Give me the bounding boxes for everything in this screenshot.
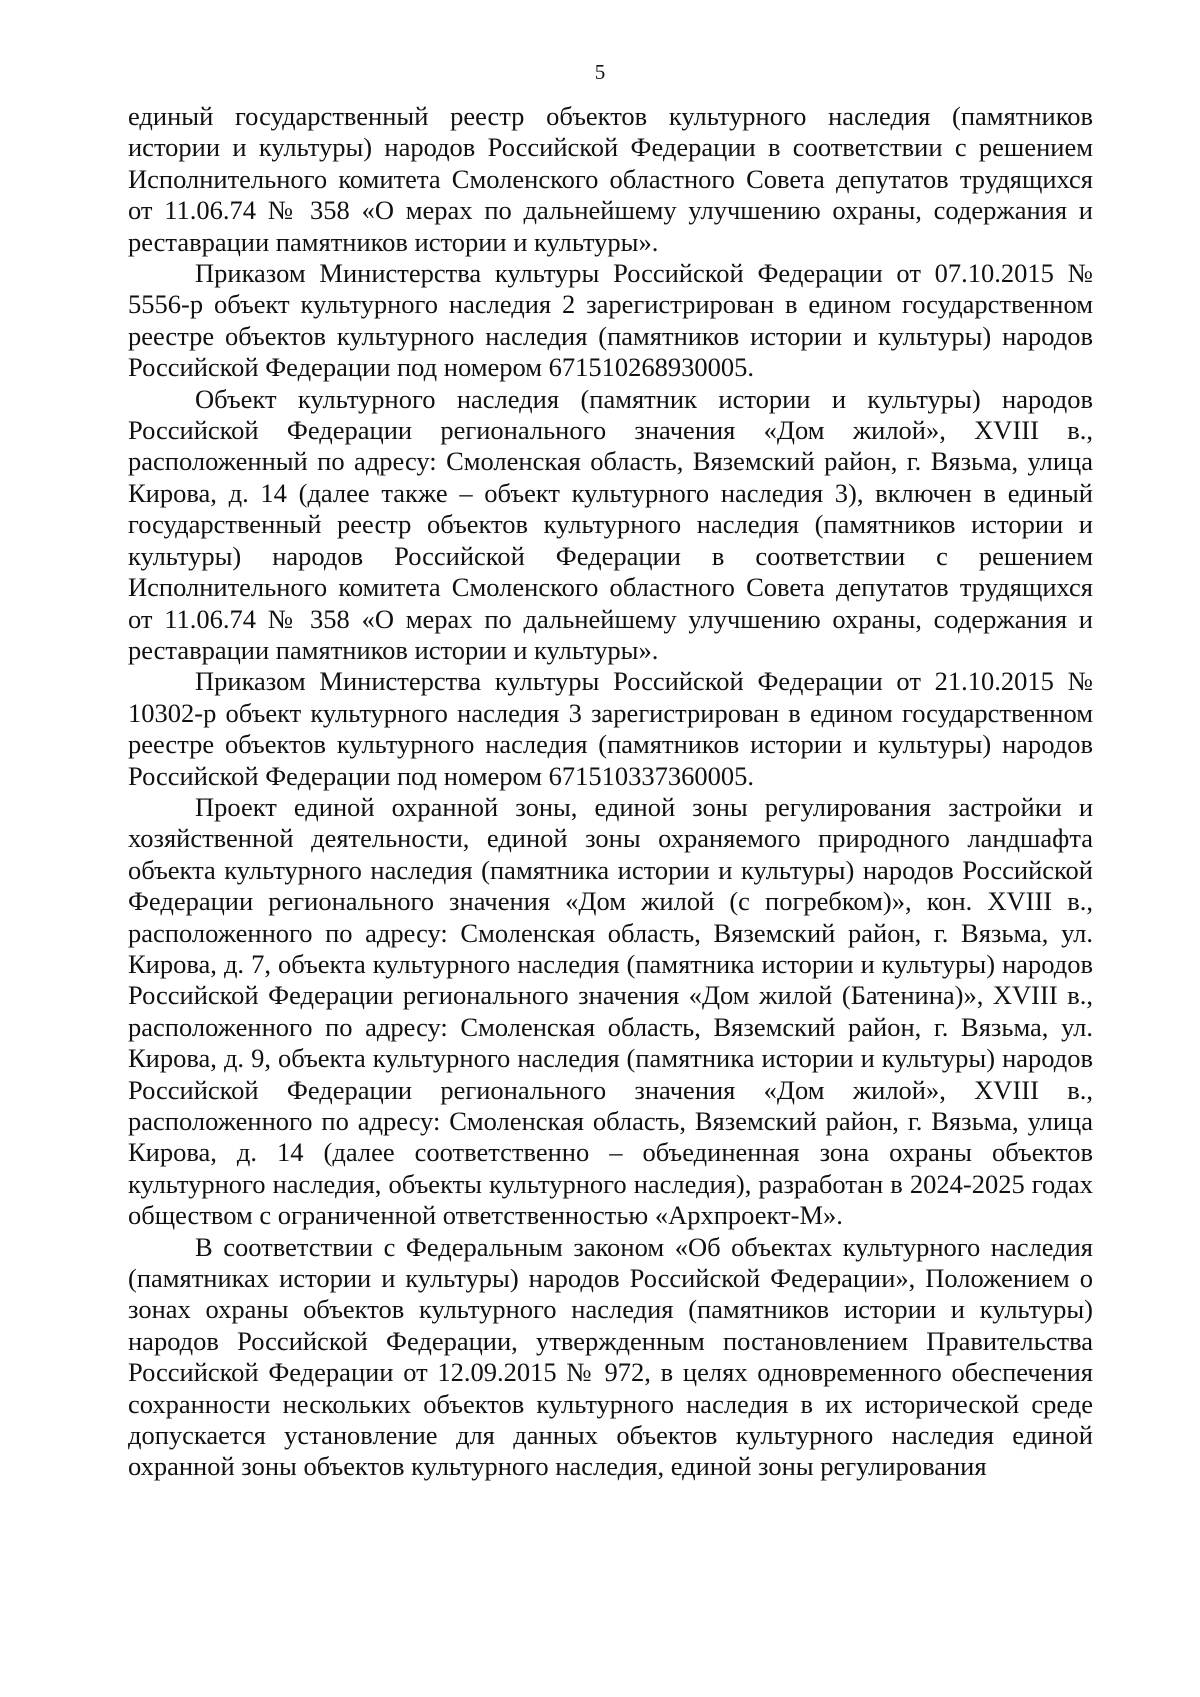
document-body (128, 101, 1093, 1483)
paragraph-5: Проект единой охранной зоны, единой зоны регулирования застройки и хозяйственной деятельности, единой зоны охраняемого природного ландшафта объекта культурного наследия (памятника истории и культуры) народов Российской Федерации регионального значения «Дом жилой (с погребком)», кон. XVIII в., расположенного по адресу: Смоленская область, Вяземский район, г. Вязьма, ул. Кирова, д. 7, объекта культурного наследия (памятника истории и культуры) народов Российской Федерации регионального значения «Дом жилой (Батенина)», XVIII в., расположенного по адресу: Смоленская область, Вяземский район, г. Вязьма, ул. Кирова, д. 9, объекта культурного наследия (памятника истории и культуры) народов Российской Федерации регионального значения «Дом жилой», XVIII в., расположенного по адресу: Смоленская область, Вяземский район, г. Вязьма, улица Кирова, д. 14 (далее соответственно – объединенная зона охраны объектов культурного наследия, объекты культурного наследия), разработан в 2024-2025 годах обществом с ограниченной ответственностью «Архпроект-М». (128, 791, 1093, 1231)
paragraph-2: Приказом Министерства культуры Российской Федерации от 07.10.2015 № 5556-р объект культурного наследия 2 зарегистрирован в едином государственном реестре объектов культурного наследия (памятников истории и культуры) народов Российской Федерации под номером 671510268930005. (128, 258, 1093, 383)
paragraph-6: В соответствии с Федеральным законом «Об объектах культурного наследия (памятниках истории и культуры) народов Российской Федерации», Положением о зонах охраны объектов культурного наследия (памятников истории и культуры) народов Российской Федерации, утвержденным постановлением Правительства Российской Федерации от 12.09.2015 № 972, в целях одновременного обеспечения сохранности нескольких объектов культурного наследия в их исторической среде допускается установление для данных объектов культурного наследия единой охранной зоны объектов культурного наследия, единой зоны регулирования (128, 1231, 1093, 1482)
page-number: 5 (594, 60, 606, 84)
paragraph-4: Приказом Министерства культуры Российской Федерации от 21.10.2015 № 10302-р объект культурного наследия 3 зарегистрирован в едином государственном реестре объектов культурного наследия (памятников истории и культуры) народов Российской Федерации под номером 671510337360005. (128, 666, 1093, 791)
paragraph-1-continuation: единый государственный реестр объектов культурного наследия (памятников истории и культуры) народов Российской Федерации в соответствии с решением Исполнительного комитета Смоленского областного Совета депутатов трудящихся от 11.06.74 № 358 «О мерах по дальнейшему улучшению охраны, содержания и реставрации памятников истории и культуры». (128, 101, 1093, 257)
paragraph-3: Объект культурного наследия (памятник истории и культуры) народов Российской Федерации регионального значения «Дом жилой», XVIII в., расположенный по адресу: Смоленская область, Вяземский район, г. Вязьма, улица Кирова, д. 14 (далее также – объект культурного наследия 3), включен в единый государственный реестр объектов культурного наследия (памятников истории и культуры) народов Российской Федерации в соответствии с решением Исполнительного комитета Смоленского областного Совета депутатов трудящихся от 11.06.74 № 358 «О мерах по дальнейшему улучшению охраны, содержания и реставрации памятников истории и культуры». (128, 383, 1093, 665)
